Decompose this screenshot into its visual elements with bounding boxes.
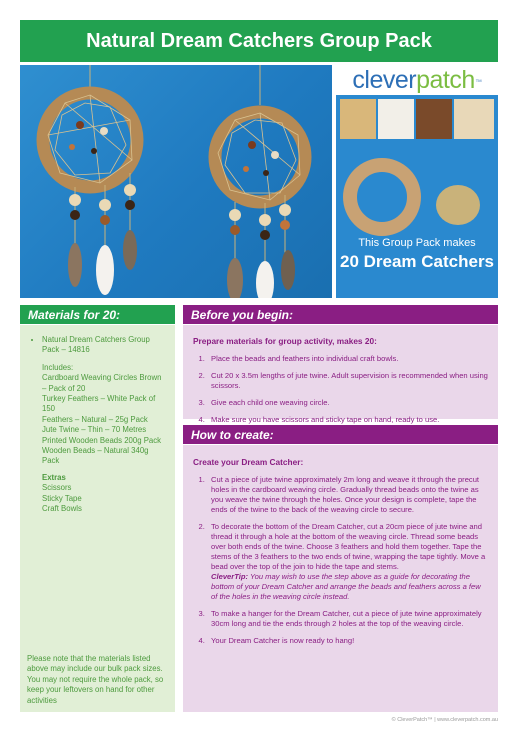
dream-catcher-left xyxy=(43,65,137,295)
page-title: Natural Dream Catchers Group Pack xyxy=(86,29,432,52)
how-step: 3. To make a hanger for the Dream Catcher, cut a piece of jute twine approximately 30cm long and tie the ends through 2 holes at the top of the weaving circle. xyxy=(207,609,488,629)
brand-caption: This Group Pack makes 20 Dream Catchers xyxy=(339,237,495,271)
materials-pack-item: • Natural Dream Catchers Group Pack – 14816 xyxy=(42,335,165,356)
includes-item: Jute Twine – Thin – 70 Metres xyxy=(42,425,147,435)
wooden-beads-tile xyxy=(454,99,494,139)
before-step: 2. Cut 20 x 3.5m lengths of jute twine. Adult supervision is recommended when using scissors. xyxy=(207,371,488,391)
extras-item: Sticky Tape xyxy=(42,493,82,503)
how-heading: How to create: xyxy=(183,425,498,444)
extras-heading: Extras xyxy=(42,472,66,482)
dream-catchers-illustration xyxy=(20,65,332,298)
before-heading: Before you begin: xyxy=(183,305,498,324)
materials-heading: Materials for 20: xyxy=(20,305,175,324)
cleverpatch-logo: cleverpatch TM xyxy=(336,65,498,95)
before-step: 3. Give each child one weaving circle. xyxy=(207,398,488,408)
before-subheading: Prepare materials for group activity, makes 20: xyxy=(193,336,377,346)
includes-item: Wooden Beads – Natural 340g Pack xyxy=(42,446,149,466)
clever-tip: CleverTip: You may wish to use the step above as a guide for decorating the bottom of your Dream Catcher and arrange the beads and feathers across a few of the holes in the weaving circle instead. xyxy=(211,572,481,601)
extras-item: Scissors xyxy=(42,483,72,493)
how-subheading: Create your Dream Catcher: xyxy=(193,457,304,467)
footer-copyright: © CleverPatch™ | www.cleverpatch.com.au xyxy=(391,717,498,723)
extras-item: Craft Bowls xyxy=(42,504,82,514)
materials-note: Please note that the materials listed above may include our bulk pack sizes. You may not require the whole pack, so keep your leftovers on hand for other activities xyxy=(27,653,164,705)
materials-panel: • Natural Dream Catchers Group Pack – 14816 Includes: Cardboard Weaving Circles Brown – Pack of 20 Turkey Feathers – White Pack of 150 Feathers – Natural – 25g Pack Jute Twine – Thin – 70 Metres Printed Wooden Beads 200g Pack Wooden Beads – Natural 340g Pack Extras Scissors Sticky Tape Craft Bowls Please note that the materials listed above may include our bulk pack sizes. You may not require the whole pack, so keep your leftovers on hand for other activities xyxy=(20,325,175,712)
weaving-circle xyxy=(350,165,414,229)
before-step: 4. Make sure you have scissors and sticky tape on hand, ready to use. xyxy=(207,415,488,425)
dream-catcher-photo xyxy=(20,65,332,298)
printed-beads-tile xyxy=(416,99,452,139)
jute-twine-ball xyxy=(436,185,480,225)
white-feathers-tile xyxy=(378,99,414,139)
how-step: 4. Your Dream Catcher is now ready to hang! xyxy=(207,636,488,646)
how-step: 1. Cut a piece of jute twine approximately 2m long and weave it through the precut holes in the cardboard weaving circle. Gradually thread beads onto the twine as you weave the twine through the holes. Once your design is complete, tape the ends of the twine to the back of the weaving circle to secure. xyxy=(207,475,488,515)
before-panel xyxy=(183,325,498,424)
before-step: 1. Place the beads and feathers into individual craft bowls. xyxy=(207,354,488,364)
includes-item: Printed Wooden Beads 200g Pack xyxy=(42,435,162,445)
includes-item: Feathers – Natural – 25g Pack xyxy=(42,414,148,424)
title-banner xyxy=(20,20,498,62)
includes-item: Cardboard Weaving Circles Brown – Pack of 20 xyxy=(42,373,162,393)
how-step: 2. To decorate the bottom of the Dream Catcher, cut a 20cm piece of jute twine and thread it through a hole at the bottom of the weaving circle. Thread some beads over both ends of the twine. Choose 3 feathers and hold them together. Tape the stems of the 3 feathers to the two ends of twine, wrapping the tape tightly. Move a bead over the top of the join to hide the tape and stems. CleverTip: You may wish to use the step above as a guide for decorating the bottom of your Dream Catcher and arrange the beads and feathers across a few of the holes in the weaving circle instead. xyxy=(207,522,488,602)
dream-catcher-right xyxy=(215,65,305,298)
materials-photo xyxy=(336,97,498,237)
how-panel xyxy=(183,445,498,712)
feathers-tile xyxy=(340,99,376,139)
includes-item: Turkey Feathers – White Pack of 150 xyxy=(42,394,156,414)
brand-panel xyxy=(336,65,498,298)
